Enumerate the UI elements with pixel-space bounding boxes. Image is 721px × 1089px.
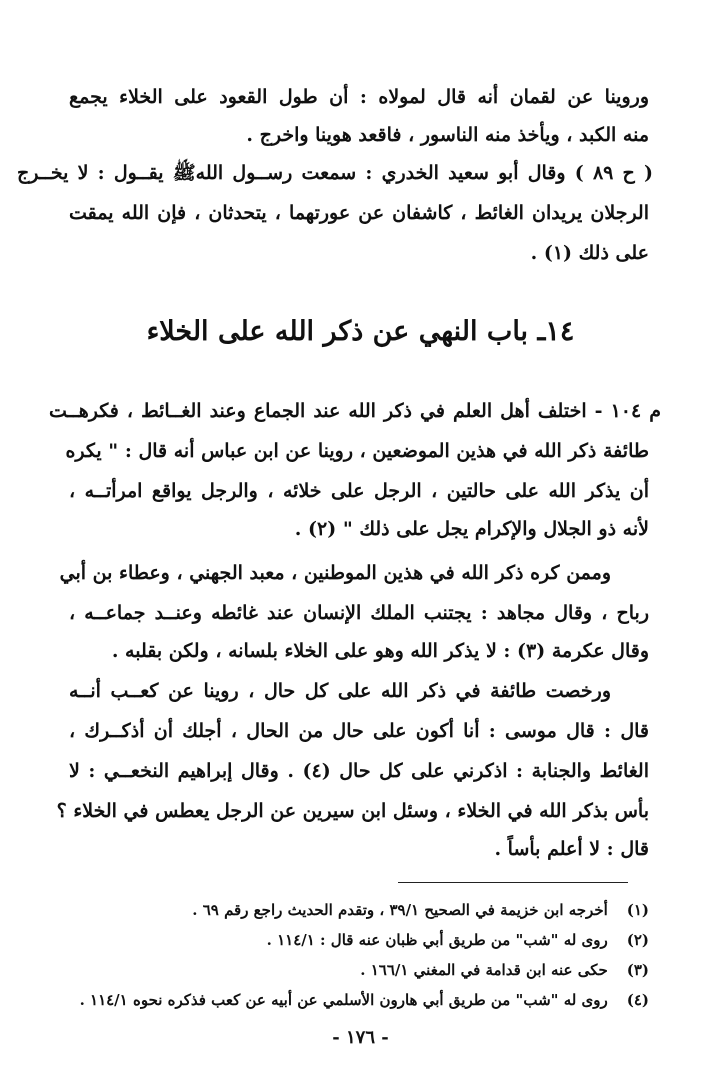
text-line: قال : قال موسى : أنا أكون على حال من الحال ، أجلك أن أذكــرك ، [69,720,649,742]
text-line: رباح ، وقال مجاهد : يجتنب الملك الإنسان عند غائطه وعنــد جماعــه ، [69,602,649,624]
text-line: ( ح ٨٩ ) وقال أبو سعيد الخدري : سمعت رســول اللهﷺ يقــول : لا يخــرج [17,162,654,184]
footnote-number: (٤) [626,991,649,1009]
footnote-number: (٢) [626,931,649,949]
footnote-text: روى له "شب" من طريق أبي ظبان عنه قال : ١١٤/١ . [266,931,608,949]
footnote [360,958,649,982]
text-line: أن يذكر الله على حالتين ، الرجل على خلائه ، والرجل يواقع امرأتــه ، [69,480,649,502]
footnote-text: روى له "شب" من طريق أبي هارون الأسلمي عن أبيه عن كعب فذكره نحوه ١١٤/١ . [79,991,608,1009]
footnote-text: أخرجه ابن خزيمة في الصحيح ٣٩/١ ، وتقدم الحديث راجع رقم ٦٩ . [192,901,608,919]
footnote-separator [398,882,628,883]
page-number: - ١٧٦ - [332,1027,389,1048]
text-line: لأنه ذو الجلال والإكرام يجل على ذلك " (٢) . [294,518,649,540]
text-line: م ١٠٤ - اختلف أهل العلم في ذكر الله عند الجماع وعند الغــائط ، فكرهــت [49,400,661,422]
footnote [80,988,649,1012]
text-line: وقال عكرمة (٣) : لا يذكر الله وهو على الخلاء بلسانه ، ولكن بقلبه . [111,640,649,662]
text-line: وممن كره ذكر الله في هذين الموطنين ، معبد الجهني ، وعطاء بن أبي [59,562,611,584]
chapter-title: ١٤ـ باب النهي عن ذكر الله على الخلاء [146,316,575,347]
text-line: منه الكبد ، ويأخذ منه الناسور ، فاقعد هوينا واخرج . [246,124,649,146]
text-line: على ذلك (١) . [530,242,649,264]
footnote-number: (٣) [626,961,649,979]
text-line: قال : لا أعلم بأساً . [494,838,649,860]
text-line: الغائط والجنابة : اذكرني على كل حال (٤) . وقال إبراهيم النخعــي : لا [69,760,649,782]
text-line: بأس بذكر الله في الخلاء ، وسئل ابن سيرين عن الرجل يعطس في الخلاء ؟ [56,800,649,822]
footnote [192,898,649,922]
footnote [267,928,649,952]
footnote-number: (١) [626,901,649,919]
text-line: الرجلان يريدان الغائط ، كاشفان عن عورتهما ، يتحدثان ، فإن الله يمقت [69,202,649,224]
footnote-text: حكى عنه ابن قدامة في المغني ١٦٦/١ . [360,961,608,979]
text-line: وروينا عن لقمان أنه قال لمولاه : أن طول القعود على الخلاء يجمع [69,86,649,108]
text-line: ورخصت طائفة في ذكر الله على كل حال ، روينا عن كعــب أنــه [69,680,611,702]
text-line: طائفة ذكر الله في هذين الموضعين ، روينا عن ابن عباس أنه قال : " يكره [65,440,649,462]
